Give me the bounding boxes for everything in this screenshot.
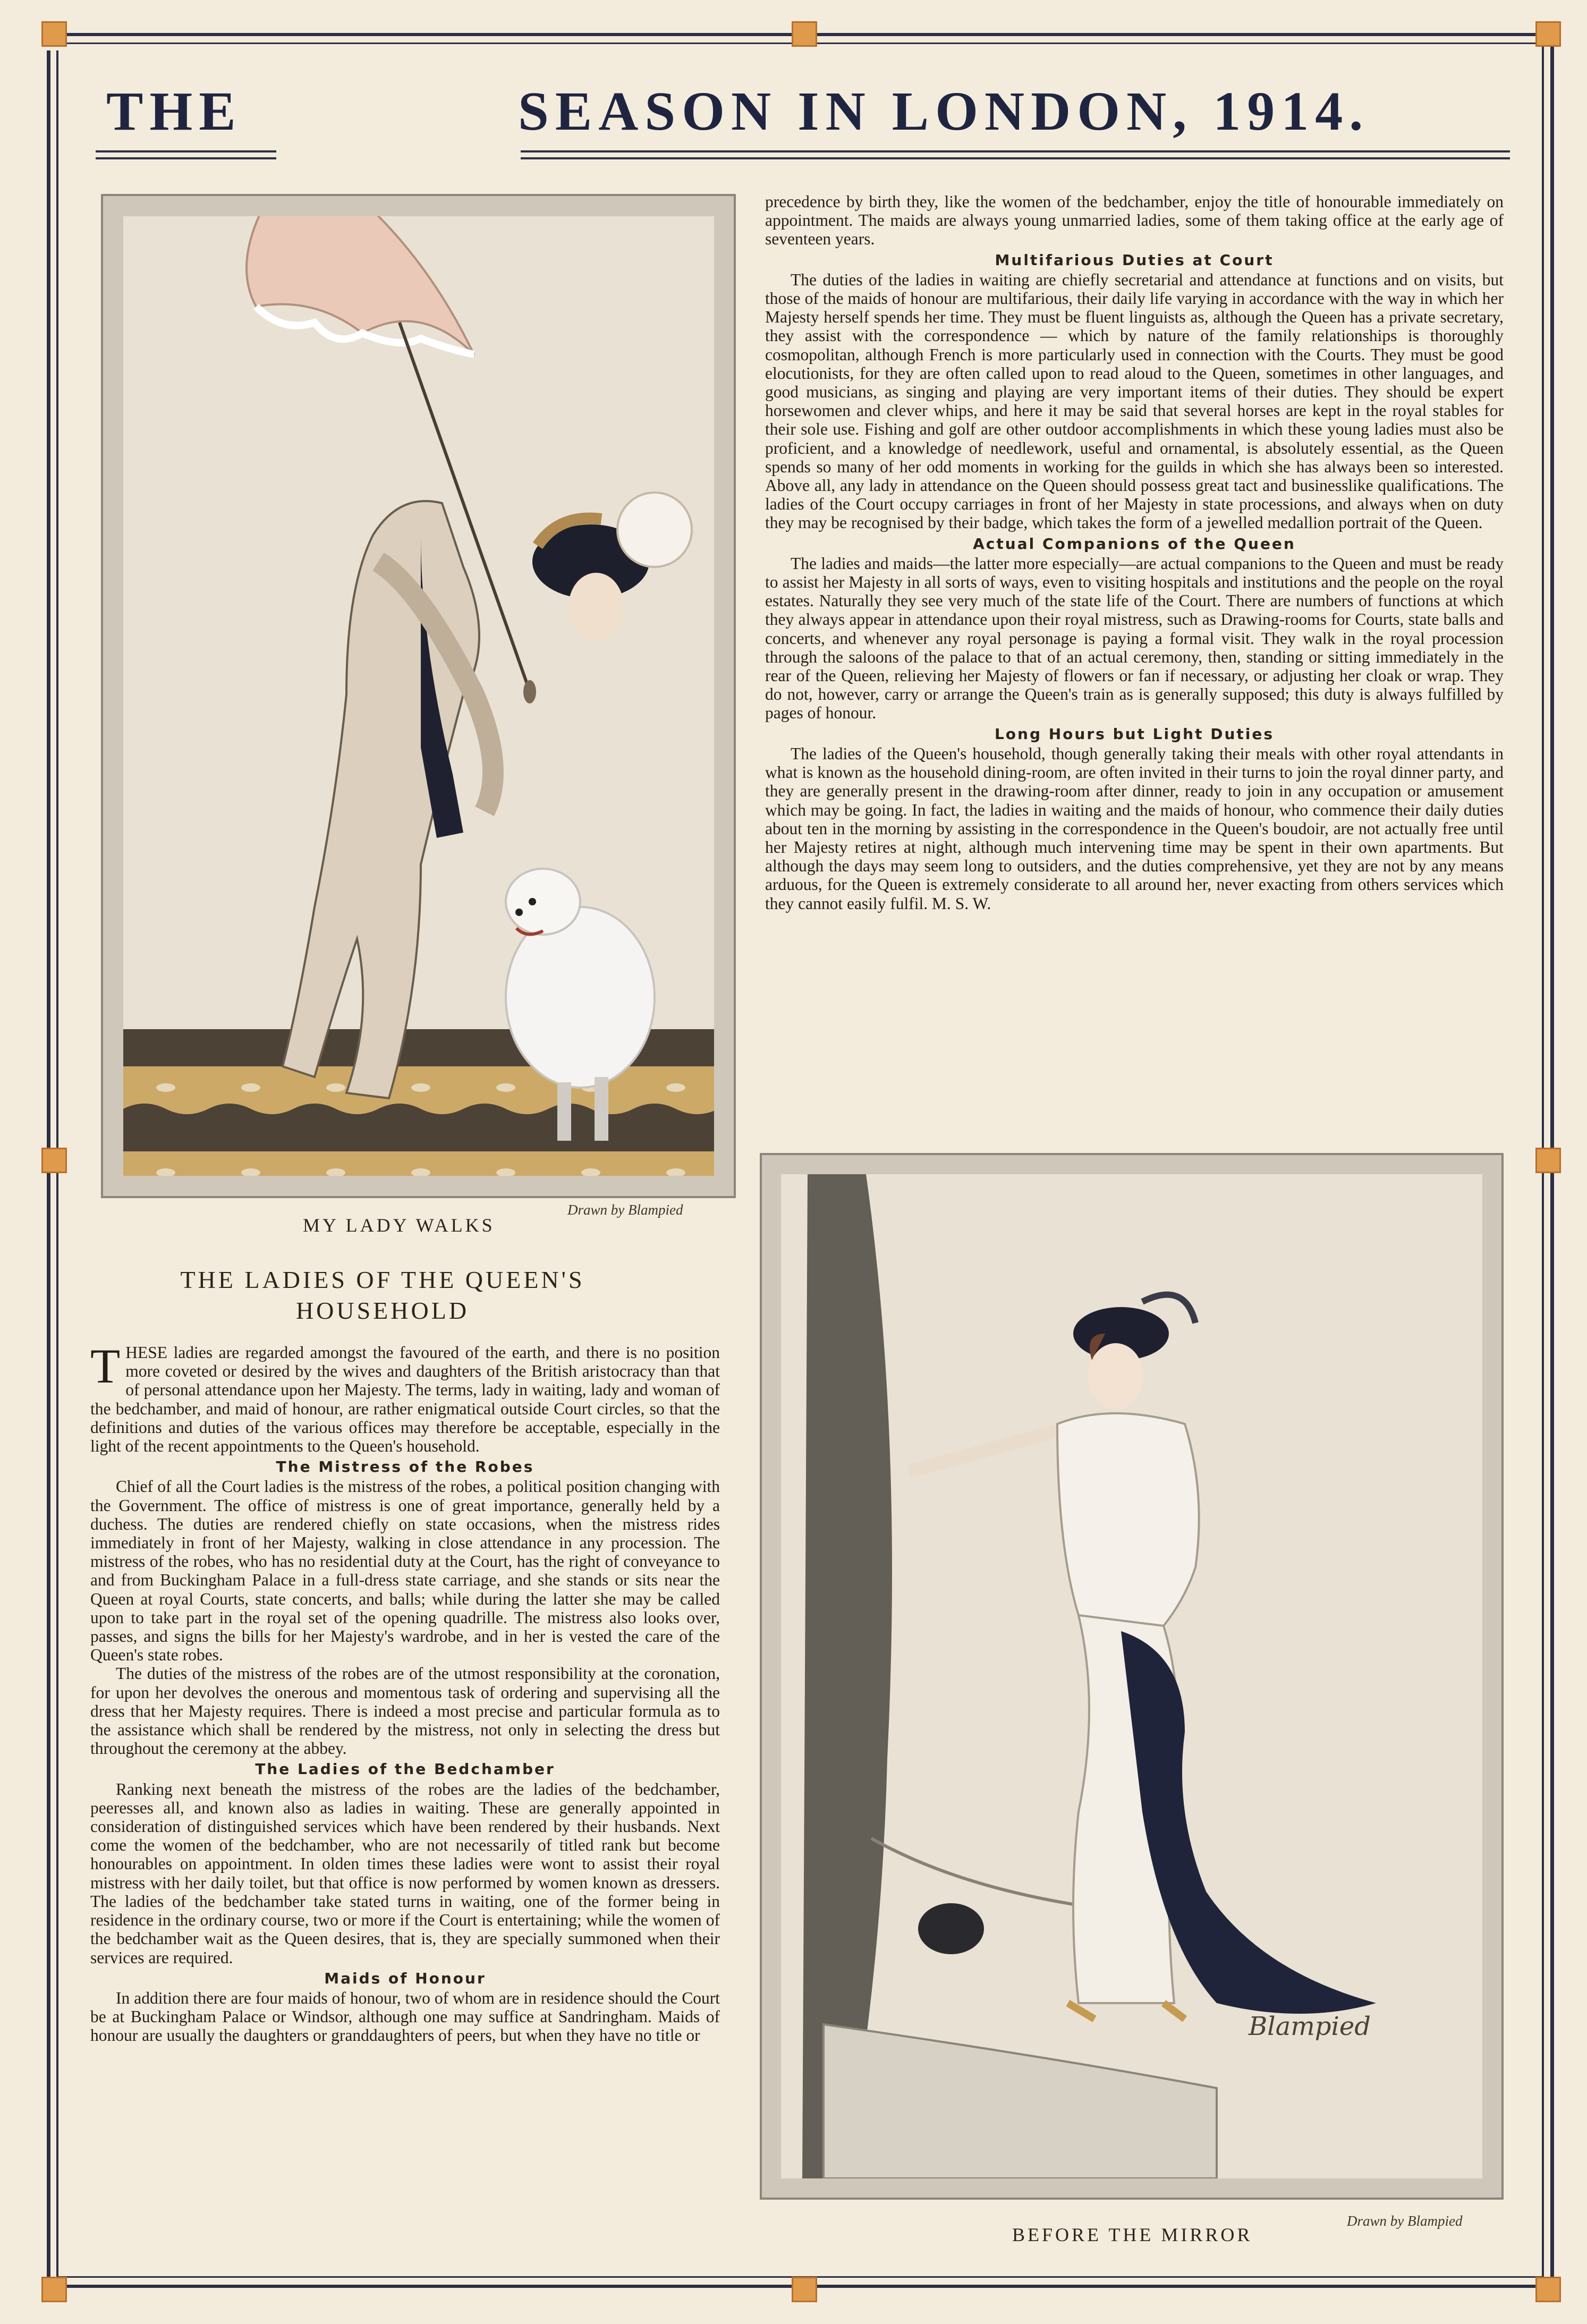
- ornament-bottom-left: [41, 2277, 67, 2302]
- svg-text:Blampied: Blampied: [1249, 2012, 1371, 2041]
- section-heading: Long Hours but Light Duties: [994, 725, 1275, 743]
- paragraph: Chief of all the Court ladies is the mistress of the robes, a political position changing with the Government. The office of mistress is one of great importance, generally held by a duchess. The duties are rendered chiefly on state occasions, when the mistress rides immediately in front of her Majesty, walking in close attendance in any procession. The mistress of the robes, who has no residential duty at the Court, has the right of conveyance to and from Buckingham Palace in a full-dress state carriage, and she stands or sits near the Queen at royal Courts, state concerts, and balls; while during the latter she may be called upon to take part in the royal set of the opening quadrille. The mistress also looks over, passes, and signs the bills for her Majesty's wardrobe, and in her is vested the care of the Queen's state robes.: [90, 1477, 720, 1665]
- title-rule-right-bottom: [521, 157, 1510, 159]
- paragraph: precedence by birth they, like the women of the bedchamber, enjoy the title of honourable immediately on appointment. The maids are always young unmarried ladies, some of them taking office at the early age of seventeen years.: [765, 192, 1504, 249]
- ornament-top-right: [1535, 21, 1561, 47]
- paragraph: In addition there are four maids of honour, two of whom are in residence should the Court be at Buckingham Palace or Windsor, although one may suffice at Sandringham. Maids of honour are usually the daughters or granddaughters of peers, but when they have no title or: [90, 1988, 720, 2045]
- lady-at-mirror-drawing: [781, 1174, 1482, 2178]
- illustration-before-the-mirror: [760, 1153, 1504, 2200]
- article-title: THE LADIES OF THE QUEEN'S HOUSEHOLD: [180, 1266, 585, 1324]
- lady-with-parasol-drawing: [123, 216, 714, 1176]
- section-heading: Multifarious Duties at Court: [995, 251, 1274, 269]
- page-header: [96, 80, 1509, 143]
- section-heading: Actual Companions of the Queen: [973, 535, 1296, 553]
- intro-paragraph: THESE ladies are regarded amongst the favoured of the earth, and there is no position more coveted or desired by the wives and daughters of the British aristocracy than that of personal attendance upon her Majesty. The terms, lady in waiting, lady and woman of the bedchamber, and maid of honour, are rather enigmatical outside Court circles, so that the definitions and duties of the various offices may therefore be acceptable, especially in the light of the recent appointments to the Queen's household.: [90, 1339, 720, 1456]
- page-title-left: THE: [106, 81, 242, 142]
- ornament-top-left: [41, 21, 67, 47]
- caption-my-lady-walks: MY LADY WALKS: [303, 1215, 495, 1236]
- dropcap: T: [90, 1339, 121, 1393]
- caption-before-the-mirror: BEFORE THE MIRROR: [1012, 2224, 1253, 2245]
- section-heading: The Mistress of the Robes: [276, 1458, 534, 1476]
- paragraph: The duties of the mistress of the robes are of the utmost responsibility at the coronation, for upon her devolves the onerous and momentous task of ordering and supervising all the dress that her Majesty requires. There is indeed a most precise and particular formula as to the assistance which shall be rendered by the mistress, not only in selecting the dress but throughout the ceremony at the abbey.: [90, 1664, 720, 1758]
- paragraph: The duties of the ladies in waiting are chiefly secretarial and attendance at functions and on visits, but those of the maids of honour are multifarious, their daily life varying in accordance with the way in which her Majesty herself spends her time. They must be fluent linguists as, although the Queen has a private secretary, they assist with the correspondence — which by nature of the family relationships is thoroughly cosmopolitan, although French is more particularly used in connection with the Courts. They must be good elocutionists, for they are often called upon to read aloud to the Queen, sometimes in other languages, and good musicians, as singing and playing are very important items of their duties. They should be expert horsewomen and clever whips, and here it may be said that several horses are kept in the royal stables for their sole use. Fishing and golf are other outdoor accomplishments in which these young ladies must also be proficient, and a knowledge of needlework, useful and ornamental, is absolutely essential, as the Queen spends so many of her odd moments in working for the guilds in which she has always been so interested. Above all, any lady in attendance on the Queen should possess great tact and businesslike qualifications. The ladies of the Court occupy carriages in front of her Majesty in state processions, and always when on duty they may be recognised by their badge, which takes the form of a jewelled medallion portrait of the Queen.: [765, 270, 1504, 532]
- paragraph: Ranking next beneath the mistress of the robes are the ladies of the bedchamber, peeresses all, and known also as ladies in waiting. These are generally appointed in consideration of distinguished services which have been rendered by their husbands. Next come the women of the bedchamber, who are not necessarily of titled rank but become honourables on appointment. In olden times these ladies were wont to assist their royal mistress with her daily toilet, but that office is now performed by women known as dressers. The ladies of the bedchamber take stated turns in waiting, one of the former being in residence in the ordinary course, two or more if the Court is entertaining; while the women of the bedchamber wait as the Queen desires, that is, they are specially summoned when their services are required.: [90, 1779, 720, 1967]
- credit-before-the-mirror: Drawn by Blampied: [1347, 2213, 1463, 2229]
- ornament-mid-right: [1535, 1148, 1561, 1173]
- title-rule-left-bottom: [96, 157, 276, 159]
- article-column-right: [765, 192, 1504, 913]
- ornament-bottom-center: [792, 2277, 817, 2302]
- paragraph: The ladies of the Queen's household, though generally taking their meals with other royal attendants in what is known as the household dining-room, are often invited in their turns to join the royal dinner party, and they are generally present in the drawing-room after dinner, ready to join in any occupation or amusement which may be going. In fact, the ladies in waiting and the maids of honour, who commence their daily duties about ten in the morning by assisting in the correspondence in the Queen's boudoir, are not actually free until her Majesty retires at night, although much intervening time may be spent in their own apartments. But although the days may seem long to outsiders, and the duties comprehensive, yet they are not by any means arduous, for the Queen is extremely considerate to all around her, never exacting from others services which they cannot easily fulfil. M. S. W.: [765, 744, 1504, 913]
- section-heading: Maids of Honour: [324, 1969, 486, 1987]
- ornament-bottom-right: [1535, 2277, 1561, 2302]
- title-rule-right-top: [521, 150, 1510, 152]
- article-column-left: [90, 1339, 720, 2045]
- illustration-my-lady-walks: [101, 194, 736, 1198]
- paragraph: The ladies and maids—the latter more especially—are actual companions to the Queen and must be ready to assist her Majesty in all sorts of ways, even to visiting hospitals and institutions and the people on the royal estates. Naturally they see very much of the state life of the Court. There are numbers of functions at which they always appear in attendance upon their royal mistress, such as Drawing-rooms for Courts, state balls and concerts, and whenever any royal personage is paying a formal visit. They walk in the royal procession through the saloons of the palace to that of an actual ceremony, then, standing or sitting immediately in the rear of the Queen, relieving her Majesty of flowers or fan if necessary, or adjusting her cloak or wrap. They do not, however, carry or arrange the Queen's train as is generally supposed; this duty is always fulfilled by pages of honour.: [765, 554, 1504, 723]
- page-title-right: SEASON IN LONDON, 1914.: [518, 81, 1370, 142]
- title-rule-left-top: [96, 150, 276, 152]
- section-heading: The Ladies of the Bedchamber: [255, 1760, 555, 1778]
- ornament-mid-left: [41, 1148, 67, 1173]
- ornament-top-center: [792, 21, 817, 47]
- credit-my-lady-walks: Drawn by Blampied: [567, 1202, 683, 1218]
